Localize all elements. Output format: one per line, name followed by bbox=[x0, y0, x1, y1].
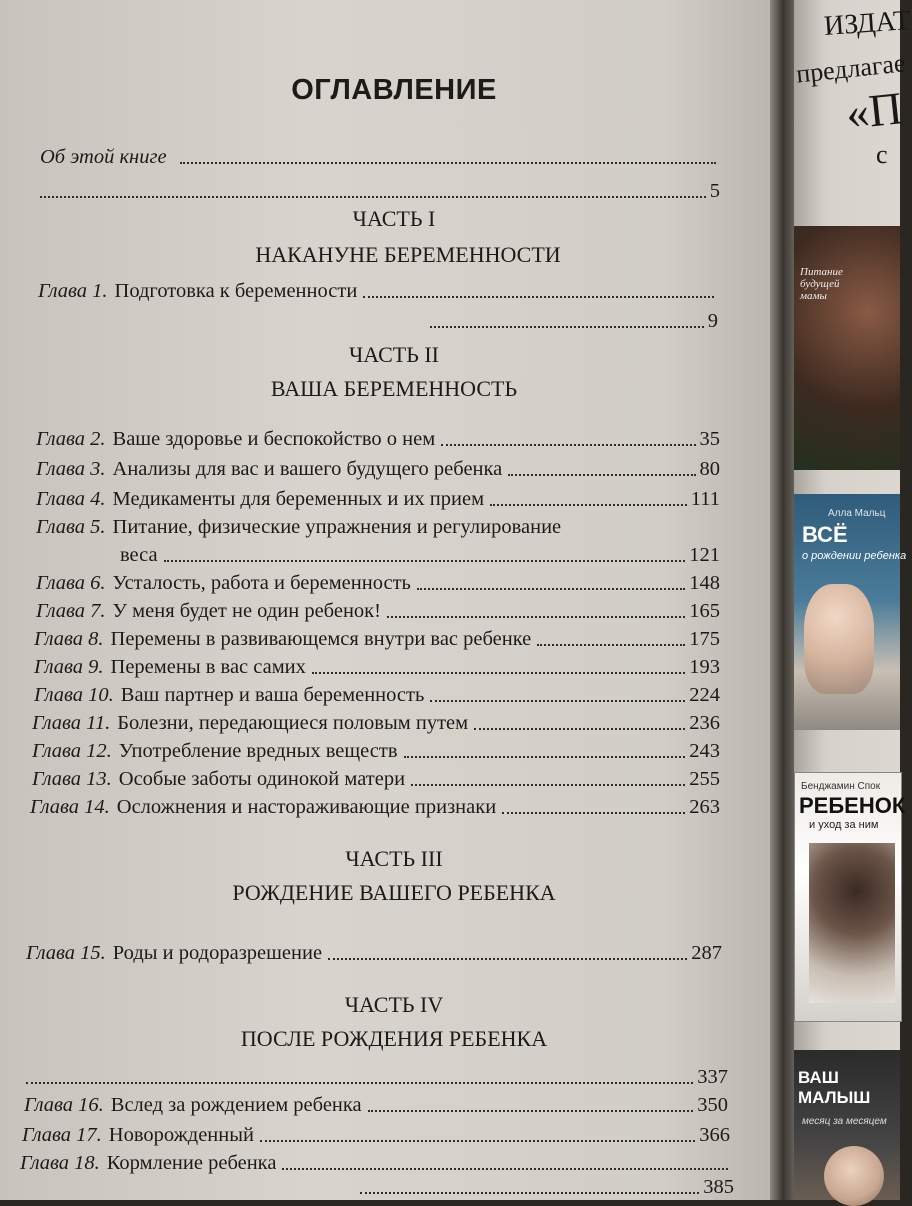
chapter-page: 255 bbox=[689, 768, 720, 790]
dot-leader bbox=[164, 560, 686, 562]
chapter-title: Особые заботы одинокой матери bbox=[118, 768, 406, 790]
cover-3-title: РЕБЕНОК bbox=[799, 793, 906, 818]
toc-chapter-entry bbox=[24, 1094, 728, 1117]
chapter-label: Глава 5. bbox=[36, 516, 106, 538]
chapter-label: Глава 6. bbox=[36, 572, 106, 594]
chapter-page: 193 bbox=[689, 656, 720, 678]
intro-title: Об этой книге bbox=[40, 146, 167, 168]
chapter-label: Глава 9. bbox=[34, 656, 104, 678]
part-2-label: ЧАСТЬ II bbox=[349, 342, 439, 367]
toc-chapter-entry bbox=[22, 1124, 730, 1147]
chapter-page: 236 bbox=[689, 712, 720, 734]
chapter-title: Кормление ребенка bbox=[106, 1152, 277, 1174]
toc-chapter-entry bbox=[36, 458, 720, 481]
chapter-label: Глава 15. bbox=[26, 942, 106, 964]
chapter-page: 148 bbox=[689, 572, 720, 594]
chapter-title: Питание, физические упражнения и регулирование bbox=[112, 516, 562, 538]
right-page bbox=[794, 0, 912, 1200]
book-cover-4 bbox=[794, 1050, 900, 1200]
chapter-label: Глава 11. bbox=[32, 712, 111, 734]
toc-chapter-entry bbox=[34, 684, 720, 707]
book-cover-2 bbox=[794, 494, 907, 730]
chapter-title: Осложнения и настораживающие признаки bbox=[116, 796, 497, 818]
right-page-header-2: предлагае bbox=[794, 48, 907, 89]
toc-chapter-entry bbox=[20, 1152, 732, 1175]
cover-3-subtitle: и уход за ним bbox=[809, 819, 879, 831]
chapter-page-line bbox=[430, 310, 718, 333]
chapter-title: Болезни, передающиеся половым путем bbox=[117, 712, 469, 734]
chapter-title: Новорожденный bbox=[108, 1124, 254, 1146]
part-3-label: ЧАСТЬ III bbox=[345, 846, 443, 871]
chapter-title-cont: веса bbox=[120, 544, 158, 566]
cover-2-title: ВСЁ bbox=[802, 522, 848, 547]
cover-3-photo bbox=[809, 843, 895, 1003]
cover-1-title: Питание будущей мамы bbox=[800, 266, 843, 302]
chapter-label: Глава 4. bbox=[36, 488, 106, 510]
chapter-title: Усталость, работа и беременность bbox=[112, 572, 411, 594]
chapter-title: Вслед за рождением ребенка bbox=[110, 1094, 362, 1116]
dot-leader bbox=[474, 728, 685, 730]
dot-leader bbox=[328, 958, 687, 960]
dot-leader bbox=[387, 616, 685, 618]
chapter-title: Употребление вредных веществ bbox=[118, 740, 398, 762]
chapter-title: Перемены в вас самих bbox=[110, 656, 306, 678]
chapter-page: 263 bbox=[689, 796, 720, 818]
dot-leader bbox=[260, 1140, 695, 1142]
toc-chapter-entry bbox=[30, 796, 720, 819]
cover-2-subtitle: о рождении ребенка bbox=[802, 550, 907, 562]
part-4-label: ЧАСТЬ IV bbox=[344, 992, 444, 1017]
toc-chapter-entry bbox=[36, 572, 720, 595]
cover-3-author: Бенджамин Спок bbox=[801, 781, 881, 792]
cover-4-title: ВАШ МАЛЫШ bbox=[798, 1068, 871, 1107]
chapter-label: Глава 10. bbox=[34, 684, 114, 706]
intro-page: 5 bbox=[709, 180, 720, 202]
chapter-label: Глава 14. bbox=[30, 796, 110, 818]
chapter-page: 350 bbox=[697, 1094, 728, 1116]
dot-leader bbox=[411, 784, 685, 786]
chapter-title-continuation bbox=[120, 544, 720, 567]
dot-leader bbox=[490, 504, 687, 506]
chapter-title: Роды и родоразрешение bbox=[112, 942, 323, 964]
chapter-label: Глава 16. bbox=[24, 1094, 104, 1116]
part-1-label: ЧАСТЬ I bbox=[352, 206, 436, 231]
chapter-title: Ваше здоровье и беспокойство о нем bbox=[112, 428, 436, 450]
toc-chapter-entry bbox=[32, 768, 720, 791]
toc-chapter-entry bbox=[32, 740, 720, 763]
chapter-page: 287 bbox=[691, 942, 722, 964]
chapter-page: 385 bbox=[703, 1176, 734, 1198]
chapter-page: 224 bbox=[689, 684, 720, 706]
dot-leader bbox=[360, 1192, 699, 1194]
chapter-label: Глава 8. bbox=[34, 628, 104, 650]
toc-chapter-entry bbox=[36, 428, 720, 451]
chapter-page: 121 bbox=[689, 544, 720, 566]
toc-intro-entry bbox=[40, 146, 720, 169]
book-cover-1 bbox=[794, 226, 900, 470]
chapter-label: Глава 7. bbox=[36, 600, 106, 622]
cover-4-baby-photo bbox=[824, 1146, 884, 1206]
right-page-header-1: ИЗДАТ bbox=[822, 5, 912, 42]
dot-leader bbox=[363, 296, 714, 298]
right-page-header-3: «П bbox=[843, 82, 905, 139]
chapter-label: Глава 17. bbox=[22, 1124, 102, 1146]
toc-chapter-entry bbox=[36, 600, 720, 623]
toc-chapter-entry bbox=[36, 488, 720, 511]
toc-chapter-entry bbox=[26, 942, 722, 965]
dot-leader bbox=[282, 1168, 728, 1170]
part-4-name: ПОСЛЕ РОЖДЕНИЯ РЕБЕНКА bbox=[240, 1026, 548, 1051]
dot-leader bbox=[537, 644, 685, 646]
part-2-name: ВАША БЕРЕМЕННОСТЬ bbox=[270, 376, 518, 401]
dot-leader bbox=[430, 326, 704, 328]
chapter-page: 111 bbox=[690, 488, 720, 510]
dot-leader bbox=[417, 588, 685, 590]
book-cover-3 bbox=[794, 772, 906, 1022]
chapter-title: Анализы для вас и вашего будущего ребенка bbox=[112, 458, 503, 480]
toc-chapter-entry bbox=[38, 280, 718, 303]
chapter-label: Глава 13. bbox=[32, 768, 112, 790]
dot-leader bbox=[180, 162, 716, 164]
chapter-label: Глава 18. bbox=[20, 1152, 100, 1174]
dot-leader bbox=[26, 1082, 693, 1084]
toc-chapter-entry bbox=[34, 628, 720, 651]
chapter-label: Глава 12. bbox=[32, 740, 112, 762]
dot-leader bbox=[404, 756, 686, 758]
part-3-name: РОЖДЕНИЕ ВАШЕГО РЕБЕНКА bbox=[232, 880, 556, 905]
chapter-page: 243 bbox=[689, 740, 720, 762]
book-gutter bbox=[770, 0, 796, 1200]
dot-leader bbox=[40, 196, 706, 198]
dot-leader bbox=[508, 474, 695, 476]
chapter-page: 175 bbox=[689, 628, 720, 650]
chapter-title: У меня будет не один ребенок! bbox=[112, 600, 381, 622]
chapter-title: Ваш партнер и ваша беременность bbox=[120, 684, 425, 706]
chapter-page: 9 bbox=[707, 310, 718, 332]
toc-title: ОГЛАВЛЕНИЕ bbox=[291, 74, 497, 106]
chapter-title: Подготовка к беременности bbox=[114, 280, 358, 302]
dot-leader bbox=[430, 700, 685, 702]
dot-leader bbox=[368, 1110, 694, 1112]
dot-leader bbox=[312, 672, 685, 674]
chapter-page-line bbox=[360, 1176, 734, 1199]
dot-leader bbox=[502, 812, 685, 814]
chapter-page: 80 bbox=[699, 458, 720, 480]
part-4-page-line bbox=[26, 1066, 728, 1089]
cover-2-baby-photo bbox=[804, 584, 874, 694]
toc-chapter-entry bbox=[34, 656, 720, 679]
dot-leader bbox=[441, 444, 695, 446]
toc-chapter-entry bbox=[36, 516, 720, 539]
right-page-header-4: с bbox=[876, 140, 888, 169]
part-1-name: НАКАНУНЕ БЕРЕМЕННОСТИ bbox=[255, 242, 561, 267]
chapter-page: 35 bbox=[699, 428, 720, 450]
intro-page-line bbox=[40, 180, 720, 203]
chapter-title: Перемены в развивающемся внутри вас ребенке bbox=[110, 628, 532, 650]
chapter-label: Глава 2. bbox=[36, 428, 106, 450]
chapter-page: 165 bbox=[689, 600, 720, 622]
chapter-label: Глава 1. bbox=[38, 280, 108, 302]
cover-4-subtitle: месяц за месяцем bbox=[802, 1116, 887, 1127]
chapter-label: Глава 3. bbox=[36, 458, 106, 480]
part-4-page: 337 bbox=[697, 1066, 728, 1088]
toc-chapter-entry bbox=[32, 712, 720, 735]
chapter-title: Медикаменты для беременных и их прием bbox=[112, 488, 485, 510]
chapter-page: 366 bbox=[699, 1124, 730, 1146]
cover-2-author: Алла Мальц bbox=[828, 508, 886, 519]
